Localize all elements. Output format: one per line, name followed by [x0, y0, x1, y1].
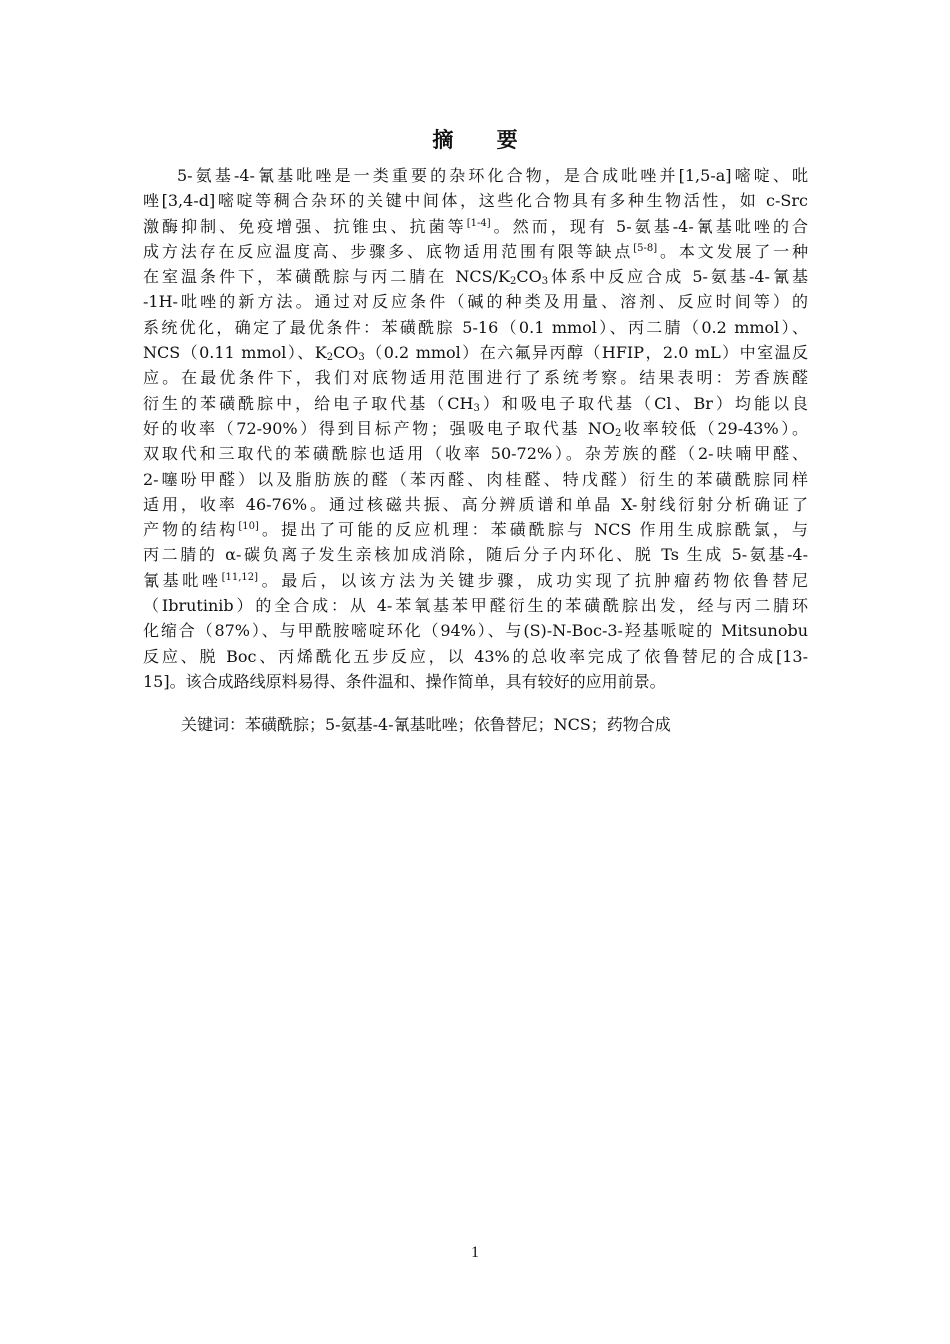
abstract-body: [143, 163, 808, 694]
text-span: 激酶抑制、免疫增强、抗锥虫、抗菌等: [143, 216, 467, 236]
citation-1-4: [1-4]: [466, 217, 491, 229]
abstract-line-3: [143, 214, 808, 239]
abstract-line-6: [143, 289, 808, 314]
page-number: 1: [471, 1244, 479, 1261]
text-span: 在室温条件下，苯磺酰腙与丙二腈在 NCS/K: [143, 267, 510, 287]
text-span: 成方法存在反应温度高、步骤多、底物适用范围有限等缺点: [143, 241, 634, 261]
abstract-line-15: [143, 517, 808, 542]
text-span: CO: [333, 343, 359, 363]
text-span: 5-氨基-4-氰基吡唑是一类重要的杂环化合物，是合成吡唑并[1,5-a]嘧啶、吡: [177, 166, 808, 185]
text-span: （Ibrutinib）的全合成：从 4-苯氧基苯甲醛衍生的苯磺酰腙出发，经与丙二腈环: [143, 596, 808, 616]
text-span: 好的收率（72-90%）得到目标产物；强吸电子取代基 NO: [143, 418, 616, 438]
text-span: ）和吸电子取代基（Cl、Br）均能以良: [479, 393, 808, 413]
abstract-line-7: [143, 315, 808, 340]
text-span: 。然而，现有 5-氨基-4-氰基吡唑的合: [490, 216, 808, 236]
text-span: 。本文发展了一种: [657, 241, 808, 261]
abstract-line-2: [143, 188, 808, 213]
citation-10: [10]: [238, 521, 259, 533]
text-span: 丙二腈的 α-碳负离子发生亲核加成消除，随后分子内环化、脱 Ts 生成 5-氨基-4-: [143, 545, 808, 565]
text-span: 产物的结构: [143, 520, 239, 540]
text-span: 体系中反应合成 5-氨基-4-氰基: [548, 267, 808, 287]
text-span: 反应、脱 Boc、丙烯酰化五步反应，以 43%的总收率完成了依鲁替尼的合成[13-: [143, 646, 808, 666]
text-span: 氰基吡唑: [143, 570, 222, 590]
text-span: 收率较低（29-43%）。: [621, 418, 808, 438]
text-span: 应。在最优条件下，我们对底物适用范围进行了系统考察。结果表明：芳香族醛: [143, 368, 808, 388]
text-span: 适用，收率 46-76%。通过核磁共振、高分辨质谱和单晶 X-射线衍射分析确证了: [143, 494, 808, 514]
abstract-line-16: [143, 542, 808, 567]
subscript: 2: [509, 276, 517, 288]
text-span: 。最后，以该方法为关键步骤，成功实现了抗肿瘤药物依鲁替尼: [258, 570, 808, 590]
text-span: 2-噻吩甲醛）以及脂肪族的醛（苯丙醛、肉桂醛、特戊醛）衍生的苯磺酰腙同样: [143, 469, 808, 489]
abstract-line-12: [143, 441, 808, 466]
abstract-line-1: [143, 163, 808, 188]
text-span: 双取代和三取代的苯磺酰腙也适用（收率 50-72%）。杂芳族的醛（2-呋喃甲醛、: [143, 444, 808, 464]
abstract-line-4: [143, 239, 808, 264]
abstract-line-11: [143, 416, 808, 441]
abstract-line-17: [143, 568, 808, 593]
abstract-line-5: [143, 264, 808, 289]
text-span: 系统优化，确定了最优条件：苯磺酰腙 5-16（0.1 mmol）、丙二腈（0.2 mmol）、: [143, 317, 808, 337]
subscript: 2: [615, 427, 622, 439]
text-span: -1H-吡唑的新方法。通过对反应条件（碱的种类及用量、溶剂、反应时间等）的: [143, 292, 808, 312]
abstract-line-20: [143, 644, 808, 669]
citation-5-8: [5-8]: [633, 242, 658, 254]
text-span: 衍生的苯磺酰腙中，给电子取代基（CH: [143, 393, 474, 413]
abstract-line-9: [143, 365, 808, 390]
subscript: 3: [358, 352, 365, 364]
citation-11-12: [11,12]: [221, 571, 259, 583]
subscript: 3: [473, 402, 480, 414]
text-span: 15]。该合成路线原料易得、条件温和、操作简单，具有较好的应用前景。: [143, 671, 666, 691]
abstract-line-14: [143, 492, 808, 517]
text-span: 唑[3,4-d]嘧啶等稠合杂环的关键中间体，这些化合物具有多种生物活性，如 c-Src: [143, 191, 808, 211]
keywords-line: 关键词：苯磺酰腙；5-氨基-4-氰基吡唑；依鲁替尼；NCS；药物合成: [181, 715, 671, 734]
text-span: 。提出了可能的反应机理：苯磺酰腙与 NCS 作用生成腙酰氯，与: [258, 520, 808, 540]
subscript: 3: [541, 276, 549, 288]
text-span: CO: [516, 267, 542, 287]
abstract-line-10: [143, 391, 808, 416]
page-title: 摘 要: [432, 128, 536, 152]
abstract-line-19: [143, 618, 808, 643]
abstract-line-18: [143, 593, 808, 618]
abstract-line-13: [143, 467, 808, 492]
abstract-line-8: [143, 340, 808, 365]
text-span: （0.2 mmol）在六氟异丙醇（HFIP，2.0 mL）中室温反: [364, 343, 808, 363]
abstract-line-21: [143, 669, 808, 694]
subscript: 2: [326, 352, 334, 364]
text-span: 化缩合（87%）、与甲酰胺嘧啶环化（94%）、与(S)-N-Boc-3-羟基哌啶的 Mitsunobu: [143, 621, 808, 641]
text-span: NCS（0.11 mmol）、K: [143, 343, 327, 363]
